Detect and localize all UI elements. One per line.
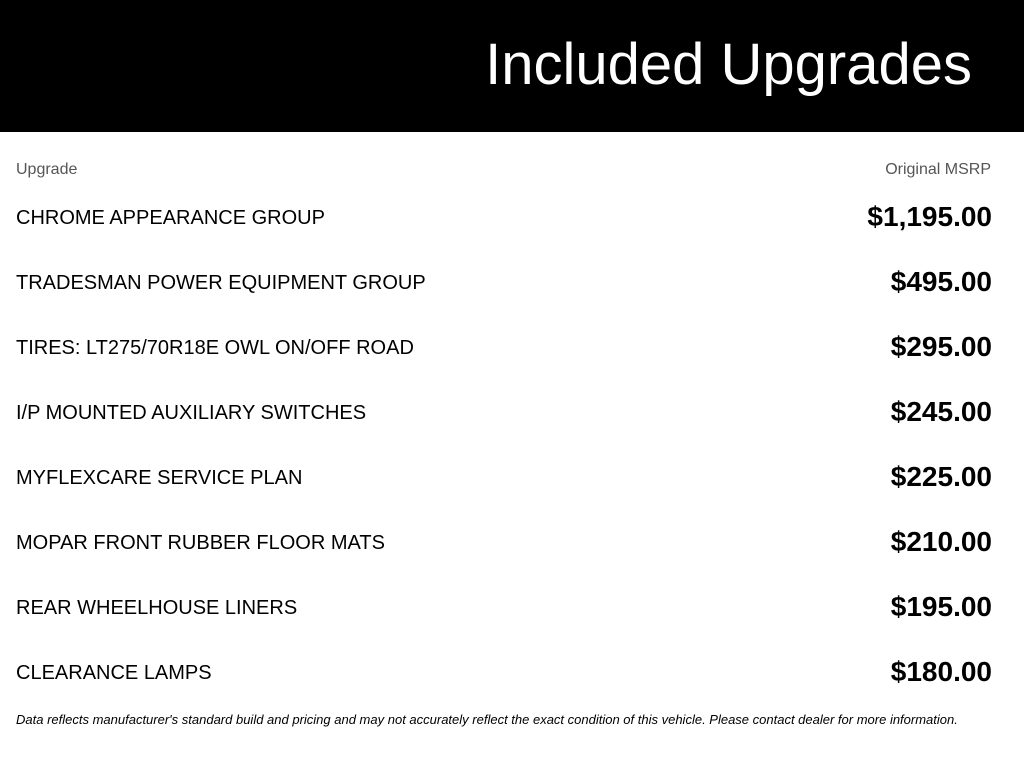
upgrades-list — [0, 185, 1024, 705]
upgrade-price: $295.00 — [890, 331, 992, 362]
upgrade-row — [0, 250, 1024, 315]
upgrade-price: $195.00 — [890, 591, 992, 622]
upgrade-row — [0, 315, 1024, 380]
upgrade-name: MOPAR FRONT RUBBER FLOOR MATS — [16, 532, 385, 554]
upgrade-price: $1,195.00 — [867, 201, 992, 232]
upgrade-name: MYFLEXCARE SERVICE PLAN — [16, 467, 303, 489]
column-heading-upgrade: Upgrade — [16, 161, 78, 178]
upgrade-price: $245.00 — [890, 396, 992, 427]
upgrade-row — [0, 185, 1024, 250]
upgrade-price: $180.00 — [890, 656, 992, 687]
upgrade-row — [0, 575, 1024, 640]
upgrade-name: TRADESMAN POWER EQUIPMENT GROUP — [16, 272, 426, 294]
upgrade-name: REAR WHEELHOUSE LINERS — [16, 597, 298, 619]
upgrade-row — [0, 380, 1024, 445]
upgrade-row — [0, 510, 1024, 575]
upgrade-name: CLEARANCE LAMPS — [16, 662, 212, 684]
column-heading-msrp: Original MSRP — [885, 161, 991, 178]
disclaimer-text: Data reflects manufacturer's standard build and pricing and may not accurately reflect the exact condition of this vehicle. Please contact dealer for more information. — [16, 712, 958, 727]
page-title: Included Upgrades — [485, 32, 972, 97]
upgrade-price: $210.00 — [890, 526, 992, 557]
upgrade-name: TIRES: LT275/70R18E OWL ON/OFF ROAD — [16, 337, 414, 359]
upgrade-row — [0, 640, 1024, 705]
header-banner — [0, 0, 1024, 132]
upgrade-name: I/P MOUNTED AUXILIARY SWITCHES — [16, 402, 367, 424]
upgrade-price: $225.00 — [890, 461, 992, 492]
upgrade-row — [0, 445, 1024, 510]
upgrade-price: $495.00 — [890, 266, 992, 297]
upgrade-name: CHROME APPEARANCE GROUP — [16, 207, 325, 229]
